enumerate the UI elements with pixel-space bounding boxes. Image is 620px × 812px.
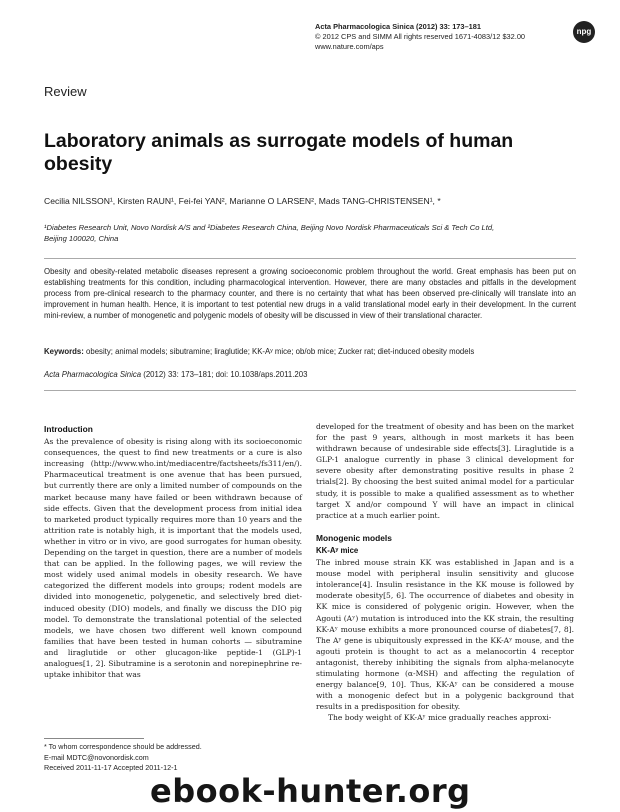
right-column-text-1: developed for the treatment of obesity and has been on the market for the past 9 years, although in most markets it has been withdrawn because of undesirable side effects[3]. Liraglutide is a GLP-1 analogue currently in phase 3 clinical development for severe obesity after demonstrating positive results in phase 2 trials[2]. By choosing the best suited animal model for a particular study, it is possible to make a qualified assessment as to whether target X and/or compound Y will have an impact in clinical practice at a much earlier point. xyxy=(316,422,574,520)
affiliations xyxy=(44,222,584,244)
kk-ay-mice-subheading: KK-Aʸ mice xyxy=(316,545,359,555)
right-column-text-2: The inbred mouse strain KK was established in Japan and is a mouse model with peripheral insulin sensitivity and glucose intolerance[4]. Insulin resistance in the KK mouse is followed by moderate obesity[5, 6]. The occurrence of diabetes and obesity in KK mice is considered of polygenic origin. However, when the Agouti (Aʸ) mutation is introduced into the KK strain, the resulting KK-Aʸ mouse exhibits a more pronounced course of diabetes[7, 8]. The Aʸ gene is ubiquitously expressed in the KK-Aʸ mouse, and the agouti protein is thought to act as a melanocortin 4 receptor antagonist, thereby inhibiting the signals from alpha-melanocyte stimulating hormone (α-MSH) and affecting the regulation of energy balance[9, 10]. Thus, KK-Aʸ can be considered a mouse with a monogenic defect but in a polygenic background that results in a predisposition for obesity. xyxy=(316,558,574,712)
introduction-text: As the prevalence of obesity is rising along with its socioeconomic consequences, the quest to find new treatments or a cure is also increasing (http://www.who.int/mediacentre/factsheets/fs311/en/). Pharmaceutical treatment is one avenue that has been pursued, but currently there are only a limited number of compounds on the market because many have failed or been withdrawn because of side effects. Given that the development process from initial idea to marketed product typically requires more than 10 years and the attrition rate is notably high, it is important that the models used, whether in vitro or in vivo, are good surrogates for human obesity. Depending on the target in question, there are a number of models that can be applied. In the following pages, we will review the most widely used animal models in obesity research. We have categorized the different models into groups; rodent models are divided into monogenetic, polygenetic, and selectively bred diet-induced obesity (DIO) models, and finally we discuss the DIO pig model. To demonstrate the translational potential of the selected models, we have chosen two different well known compound families that have been tested in human cohorts — sibutramine and liraglutide or other glucagon-like peptide-1 (GLP)-1 analogues[1, 2]. Sibutramine is a serotonin and norepinephrine re-uptake inhibitor that was xyxy=(44,437,302,680)
copyright-line: © 2012 CPS and SIMM All rights reserved 1671-4083/12 $32.00 xyxy=(315,32,526,41)
keywords-text: obesity; animal models; sibutramine; liraglutide; KK-Aʸ mice; ob/ob mice; Zucker rat; diet-induced obesity models xyxy=(86,347,475,356)
citation-journal: Acta Pharmacologica Sinica xyxy=(44,370,142,379)
npg-logo-icon: npg xyxy=(573,21,595,43)
journal-url[interactable]: www.nature.com/aps xyxy=(315,42,384,51)
footnote xyxy=(44,742,202,774)
received-accepted-dates: Received 2011-11-17 Accepted 2011-12-1 xyxy=(44,763,178,773)
article-title: Laboratory animals as surrogate models of human obesity xyxy=(44,130,514,175)
journal-header xyxy=(315,22,525,52)
author-list: Cecilia NILSSON¹, Kirsten RAUN¹, Fei-fei YAN², Marianne O LARSEN², Mads TANG-CHRISTENSEN¹, * xyxy=(44,196,441,206)
right-column-text-3: The body weight of KK-Aʸ mice gradually reaches approxi- xyxy=(328,713,552,723)
journal-line: Acta Pharmacologica Sinica (2012) 33: 173–181 xyxy=(315,22,481,31)
citation-details: (2012) 33: 173–181; doi: 10.1038/aps.2011.203 xyxy=(141,370,308,379)
divider xyxy=(44,390,576,391)
citation xyxy=(44,370,576,379)
keywords-label: Keywords: xyxy=(44,347,84,356)
left-column xyxy=(44,424,302,680)
divider xyxy=(44,258,576,259)
monogenic-models-heading: Monogenic models xyxy=(316,532,392,543)
section-label: Review xyxy=(44,84,87,99)
watermark: ebook-hunter.org xyxy=(150,772,471,810)
keywords xyxy=(44,347,576,356)
correspondence-email[interactable]: E-mail MDTC@novonordisk.com xyxy=(44,752,149,762)
introduction-heading: Introduction xyxy=(44,424,93,434)
correspondence-note: * To whom correspondence should be addressed. xyxy=(44,742,202,751)
footnote-divider xyxy=(44,738,144,739)
right-column xyxy=(316,421,574,723)
abstract: Obesity and obesity-related metabolic diseases represent a growing socioeconomic problem throughout the world. Great emphasis has been put on establishing treatments for this condition, including pharmacological intervention. However, there are many obstacles and pitfalls in the development process from pre-clinical research to the pharmacy counter, and there is no certainty that what has been observed pre-clinically will translate into an improvement in human health. Hence, it is important to test potential new drugs in a valid translational model early in their development. In the current mini-review, a number of monogenetic and polygenic models of obesity will be discussed in view of their translational character. xyxy=(44,267,576,321)
affiliation-line-2: Beijing 100020, China xyxy=(44,234,119,243)
affiliation-line-1: ¹Diabetes Research Unit, Novo Nordisk A/S and ²Diabetes Research China, Beijing Novo Nordisk Pharmaceuticals Sci & Tech Co Ltd, xyxy=(44,223,495,232)
